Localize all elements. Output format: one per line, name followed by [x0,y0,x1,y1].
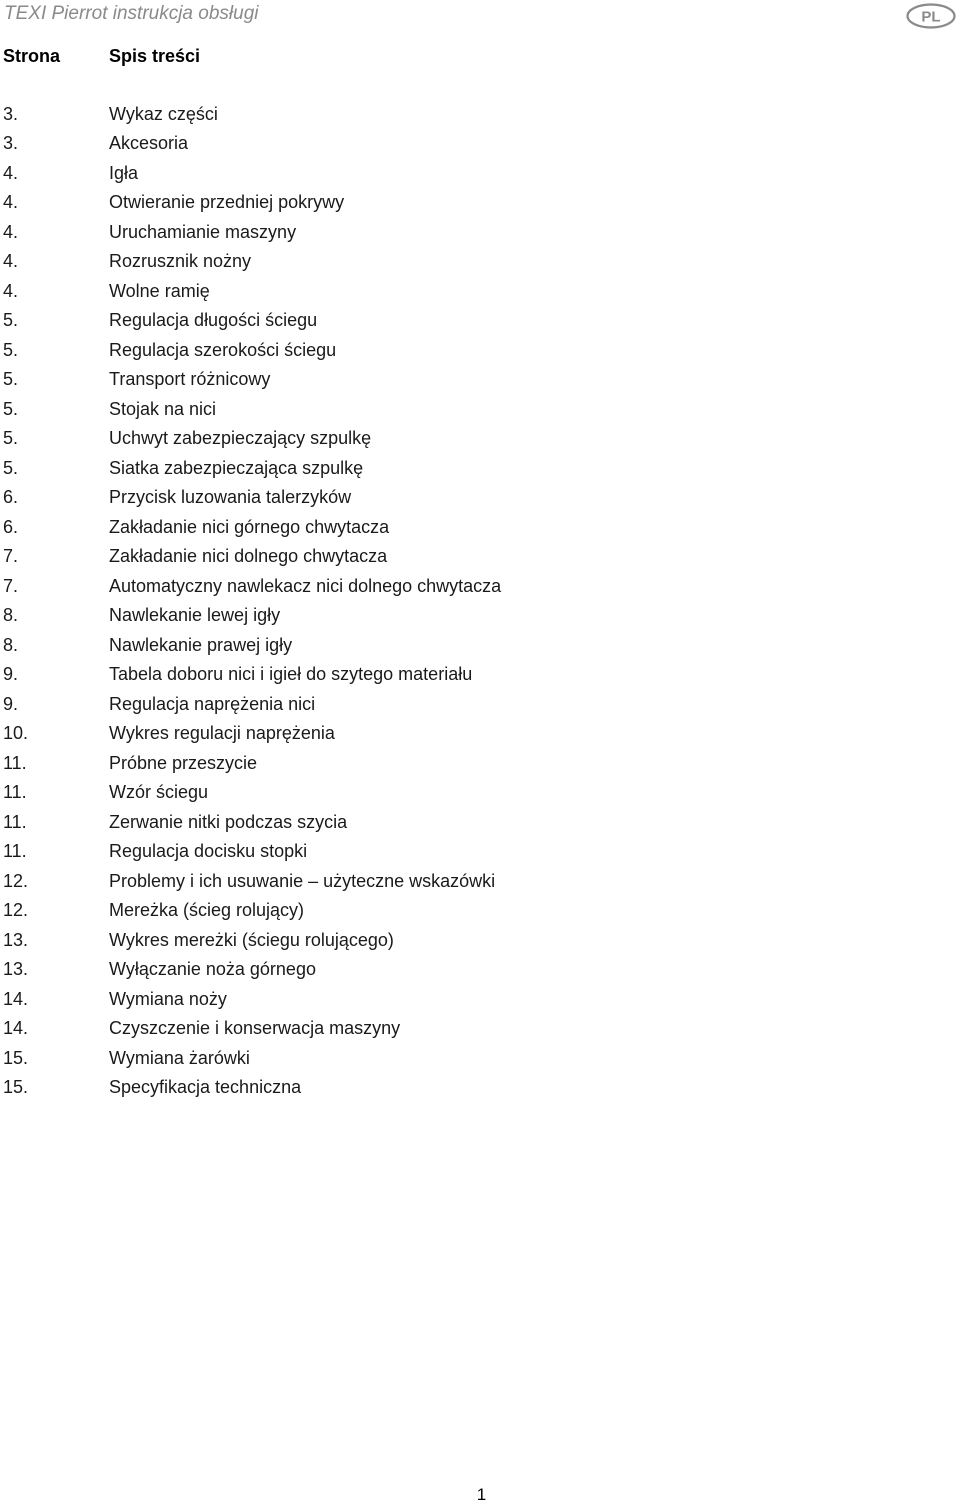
toc-entry [0,277,960,307]
toc-entry-page: 12. [3,900,29,920]
page-number: 1 [476,1485,487,1504]
toc-entry-page: 12. [3,870,29,891]
toc-entry-title: Wymiana noży [109,988,227,1009]
toc-entry-page: 4. [3,280,19,301]
toc-entry-page: 15. [3,1047,29,1068]
toc-entry-title: Akcesoria [109,133,189,153]
toc-entry-page: 5. [3,457,19,478]
toc-entry-title: Otwieranie przedniej pokrywy [109,192,345,212]
toc-entry-page: 11. [3,841,27,861]
toc-entry [0,424,960,454]
toc-entry [0,867,960,897]
toc-entry-title: Uruchamianie maszyny [109,221,297,242]
toc-entry-page: 3. [3,133,19,153]
toc-entry [0,483,960,513]
language-badge [906,3,956,29]
toc-entry-page: 5. [3,339,19,360]
toc-entry-page: 4. [3,251,19,271]
toc-entry [0,395,960,425]
toc-entry-title: Regulacja długości ściegu [109,310,318,330]
toc-entry-title: Rozrusznik nożny [109,251,252,271]
toc-entry-page: 4. [3,162,19,183]
toc-entry-page: 14. [3,1018,29,1038]
toc-entry [0,749,960,779]
toc-entry-page: 13. [3,929,29,950]
toc-entry-title: Nawlekanie prawej igły [109,634,293,655]
toc-entry-page: 7. [3,546,19,566]
toc-entry [0,247,960,277]
toc-entry [0,100,960,130]
toc-entry-title: Przycisk luzowania talerzyków [109,487,352,507]
toc-entry [0,513,960,543]
toc-entry [0,218,960,248]
toc-entry [0,778,960,808]
toc-entry [0,188,960,218]
toc-entry-page: 4. [3,192,19,212]
toc-entry-page: 11. [3,811,27,832]
toc-entry [0,808,960,838]
toc-entry-title: Wzór ściegu [109,782,209,802]
column-header-page: Strona [3,46,61,66]
toc-entry-page: 9. [3,664,19,684]
toc-entry-page: 5. [3,428,19,448]
toc-entry-page: 14. [3,988,29,1009]
toc-entry-title: Siatka zabezpieczająca szpulkę [109,457,364,478]
toc-entry [0,336,960,366]
toc-entry [0,542,960,572]
toc-entry-title: Problemy i ich usuwanie – użyteczne wskazówki [109,870,496,891]
toc-entry-title: Zakładanie nici dolnego chwytacza [109,546,388,566]
toc-entry-title: Stojak na nici [109,398,217,419]
toc-entry-title: Specyfikacja techniczna [109,1077,302,1097]
toc-entry [0,306,960,336]
column-header-contents: Spis treści [109,46,201,66]
toc-entry-page: 15. [3,1077,29,1097]
toc-entry-page: 4. [3,221,19,242]
toc-entry-page: 6. [3,516,19,537]
toc-entry-title: Transport różnicowy [109,369,271,389]
toc-entry [0,159,960,189]
toc-entry-title: Zakładanie nici górnego chwytacza [109,516,390,537]
toc-entry [0,926,960,956]
toc-entry [0,837,960,867]
toc-entry [0,660,960,690]
toc-entry-page: 10. [3,723,29,743]
toc-entry [0,572,960,602]
toc-entry-page: 11. [3,752,27,773]
toc-entry-title: Regulacja naprężenia nici [109,693,316,714]
toc-entry-title: Wykres regulacji naprężenia [109,723,335,743]
toc-entry [0,1044,960,1074]
toc-entry-page: 5. [3,369,19,389]
toc-entry-title: Nawlekanie lewej igły [109,605,281,625]
toc-entry-page: 8. [3,605,19,625]
toc-entry-title: Automatyczny nawlekacz nici dolnego chwytacza [109,575,502,596]
table-of-contents [0,100,960,1103]
language-badge-label: PL [921,8,941,26]
toc-entry-page: 11. [3,782,27,802]
toc-entry-title: Próbne przeszycie [109,752,258,773]
toc-entry-page: 5. [3,398,19,419]
toc-entry [0,129,960,159]
toc-entry-page: 7. [3,575,19,596]
document-header-title: TEXI Pierrot instrukcja obsługi [4,3,259,24]
toc-entry-title: Czyszczenie i konserwacja maszyny [109,1018,401,1038]
toc-entry-page: 3. [3,103,19,124]
toc-entry-title: Mereżka (ścieg rolujący) [109,900,305,920]
toc-entry-title: Regulacja szerokości ściegu [109,339,337,360]
toc-entry-page: 8. [3,634,19,655]
toc-entry-title: Wymiana żarówki [109,1047,250,1068]
toc-entry [0,454,960,484]
toc-entry [0,1073,960,1103]
toc-entry [0,690,960,720]
toc-entry-title: Wykaz części [109,103,218,124]
toc-entry [0,631,960,661]
toc-entry-title: Wolne ramię [109,280,210,301]
toc-entry [0,1014,960,1044]
toc-entry [0,896,960,926]
toc-entry [0,601,960,631]
toc-entry-title: Igła [109,162,139,183]
toc-entry [0,985,960,1015]
toc-entry-page: 6. [3,487,19,507]
toc-entry [0,365,960,395]
toc-entry-title: Uchwyt zabezpieczający szpulkę [109,428,372,448]
toc-entry-page: 5. [3,310,19,330]
toc-entry-title: Regulacja docisku stopki [109,841,308,861]
toc-entry-page: 13. [3,959,29,979]
toc-entry-title: Wykres mereżki (ściegu rolującego) [109,929,394,950]
language-badge-icon [906,3,956,29]
toc-entry [0,719,960,749]
toc-entry [0,955,960,985]
toc-entry-title: Tabela doboru nici i igieł do szytego materiału [109,664,473,684]
toc-entry-page: 9. [3,693,19,714]
toc-entry-title: Zerwanie nitki podczas szycia [109,811,348,832]
toc-entry-title: Wyłączanie noża górnego [109,959,316,979]
